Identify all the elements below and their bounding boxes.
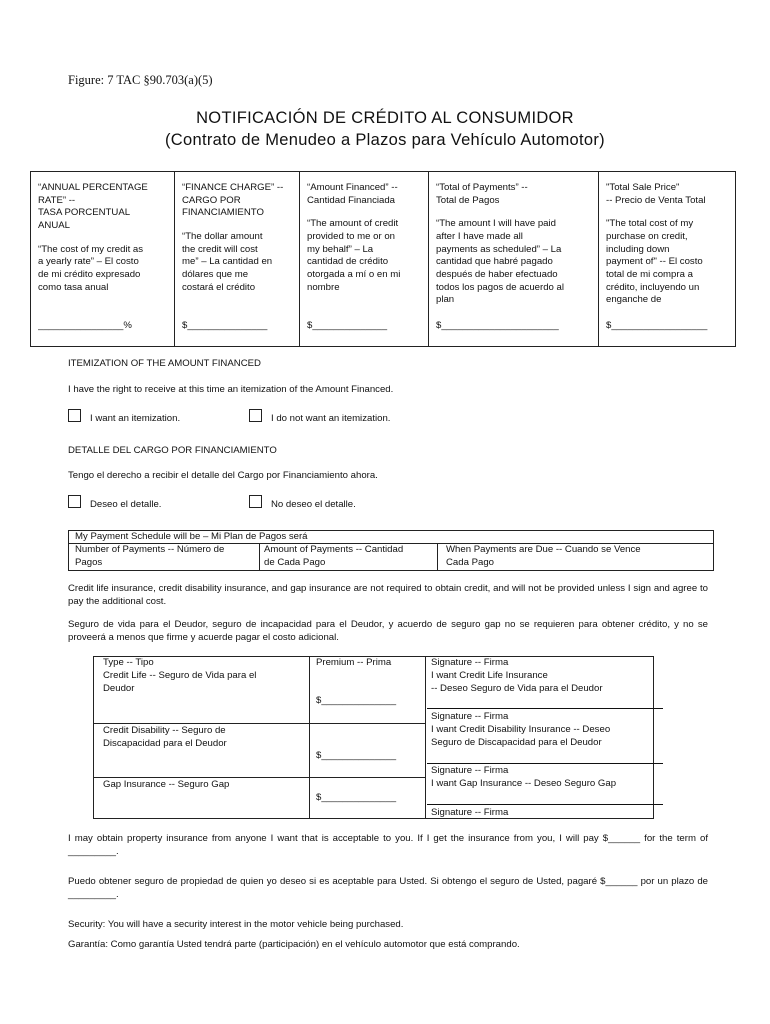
gap-insurance-signature-line[interactable] (427, 804, 663, 805)
page-title: NOTIFICACIÓN DE CRÉDITO AL CONSUMIDOR (196, 109, 574, 127)
col-type-header: Type -- Tipo (103, 657, 154, 668)
total-sale-price-blank[interactable]: $__________________ (606, 320, 708, 331)
disclosure-boxes (30, 171, 736, 347)
payment-schedule-table (68, 530, 714, 571)
payment-schedule-header: My Payment Schedule will be – Mi Plan de Pagos será (69, 531, 713, 544)
credit-life-signature-label: Signature -- Firma (431, 711, 509, 722)
insurance-note-en: Credit life insurance, credit disability insurance, and gap insurance are not required to obtain credit, and will not be provided unless I sign and agree to pay the additional cost. (68, 583, 708, 607)
total-payments-blank[interactable]: $______________________ (436, 320, 559, 331)
payments-due-cell[interactable]: When Payments are Due -- Cuando se Vence Cada Pago (446, 544, 641, 568)
apr-heading: “ANNUAL PERCENTAGE RATE” -- TASA PORCENTUAL ANUAL (38, 182, 148, 231)
finance-charge-heading: “FINANCE CHARGE” -- CARGO POR FINANCIAMIENTO (182, 182, 284, 219)
no-itemization-checkbox[interactable] (249, 409, 262, 422)
gap-insurance-signature-label: Signature -- Firma (431, 807, 509, 818)
amount-financed-description: “The amount of credit provided to me or on my behalf” – La cantidad de crédito otorgada a mí o en mi nombre (307, 218, 401, 293)
finance-charge-box (175, 172, 300, 346)
apr-box (31, 172, 175, 346)
no-deseo-detalle-checkbox[interactable] (249, 495, 262, 508)
deseo-detalle-checkbox[interactable] (68, 495, 81, 508)
column-divider (425, 657, 426, 818)
property-insurance-en: I may obtain property insurance from anyone I want that is acceptable to you. If I get the insurance from you, I will pay $______ for the term of _________. (68, 833, 708, 857)
gap-insurance-want: I want Gap Insurance -- Deseo Seguro Gap (431, 778, 617, 789)
amount-of-payments-cell[interactable]: Amount of Payments -- Cantidad de Cada Pago (260, 544, 438, 570)
row-divider (94, 777, 425, 778)
deseo-detalle-label: Deseo el detalle. (90, 499, 162, 510)
credit-disability-signature-line[interactable] (427, 763, 663, 764)
col-premium-header: Premium -- Prima (316, 657, 392, 668)
no-deseo-detalle-label: No deseo el detalle. (271, 499, 356, 510)
want-itemization-checkbox[interactable] (68, 409, 81, 422)
finance-charge-description: “The dollar amount the credit will cost me” – La cantidad en dólares que me costará el crédito (182, 230, 273, 293)
security-es: Garantía: Como garantía Usted tendrá parte (participación) en el vehículo automotor que está comprando. (68, 939, 520, 950)
no-itemization-label: I do not want an itemization. (271, 413, 391, 424)
col-signature-header: Signature -- Firma (431, 657, 509, 668)
property-insurance-es: Puedo obtener seguro de propiedad de quien yo deseo si es aceptable para Usted. Si obtengo el seguro de Usted, pagaré $______ por un plazo de _________. (68, 876, 708, 900)
total-sale-price-description: "The total cost of my purchase on credit, including down payment of" -- El costo total de mi compra a crédito, incluyendo un enganche de (606, 218, 703, 306)
credit-life-want: I want Credit Life Insurance -- Deseo Seguro de Vida para el Deudor (431, 670, 603, 694)
credit-life-type: Credit Life -- Seguro de Vida para el Deudor (103, 670, 257, 694)
credit-life-signature-line[interactable] (427, 708, 663, 709)
finance-charge-blank[interactable]: $_______________ (182, 320, 268, 331)
credit-disability-signature-label: Signature -- Firma (431, 765, 509, 776)
total-sale-price-heading: "Total Sale Price" -- Precio de Venta Total (606, 182, 706, 206)
gap-insurance-premium[interactable]: $______________ (316, 792, 397, 803)
column-divider (309, 657, 310, 818)
credit-life-premium[interactable]: $______________ (316, 695, 397, 706)
number-of-payments-cell[interactable]: Number of Payments -- Número de Pagos (69, 544, 260, 570)
gap-insurance-type: Gap Insurance -- Seguro Gap (103, 779, 230, 790)
insurance-table (93, 656, 654, 819)
total-sale-price-box (599, 172, 735, 346)
insurance-note-es: Seguro de vida para el Deudor, seguro de incapacidad para el Deudor, y acuerdo de seguro gap no se requieren para obtener crédito, y no se proveerá a menos que firme y acuerde pagar el costo adicional. (68, 619, 708, 643)
detalle-heading: DETALLE DEL CARGO POR FINANCIAMIENTO (68, 445, 277, 456)
row-divider (94, 723, 425, 724)
credit-disability-premium[interactable]: $______________ (316, 750, 397, 761)
amount-financed-box (300, 172, 429, 346)
amount-financed-heading: “Amount Financed” -- Cantidad Financiada (307, 182, 398, 206)
credit-disability-type: Credit Disability -- Seguro de Discapacidad para el Deudor (103, 725, 227, 749)
credit-disability-want: I want Credit Disability Insurance -- Deseo Seguro de Discapacidad para el Deudor (431, 724, 611, 748)
want-itemization-label: I want an itemization. (90, 413, 181, 424)
total-payments-description: “The amount I will have paid after I have made all payments as scheduled” – La cantidad que habré pagado después de haber efectuado todos los pagos de acuerdo al plan (436, 218, 565, 306)
itemization-heading: ITEMIZATION OF THE AMOUNT FINANCED (68, 358, 261, 369)
apr-description: “The cost of my credit as a yearly rate” – El costo de mi crédito expresado como tasa anual (38, 243, 144, 293)
apr-blank[interactable]: ________________% (38, 320, 132, 331)
page-subtitle: (Contrato de Menudeo a Plazos para Vehículo Automotor) (165, 131, 605, 149)
amount-financed-blank[interactable]: $______________ (307, 320, 388, 331)
detalle-statement: Tengo el derecho a recibir el detalle del Cargo por Financiamiento ahora. (68, 470, 378, 481)
total-payments-box (429, 172, 599, 346)
security-en: Security: You will have a security interest in the motor vehicle being purchased. (68, 919, 404, 930)
figure-reference: Figure: 7 TAC §90.703(a)(5) (68, 73, 213, 87)
total-payments-heading: “Total of Payments” -- Total de Pagos (436, 182, 528, 206)
itemization-statement: I have the right to receive at this time an itemization of the Amount Financed. (68, 384, 394, 395)
